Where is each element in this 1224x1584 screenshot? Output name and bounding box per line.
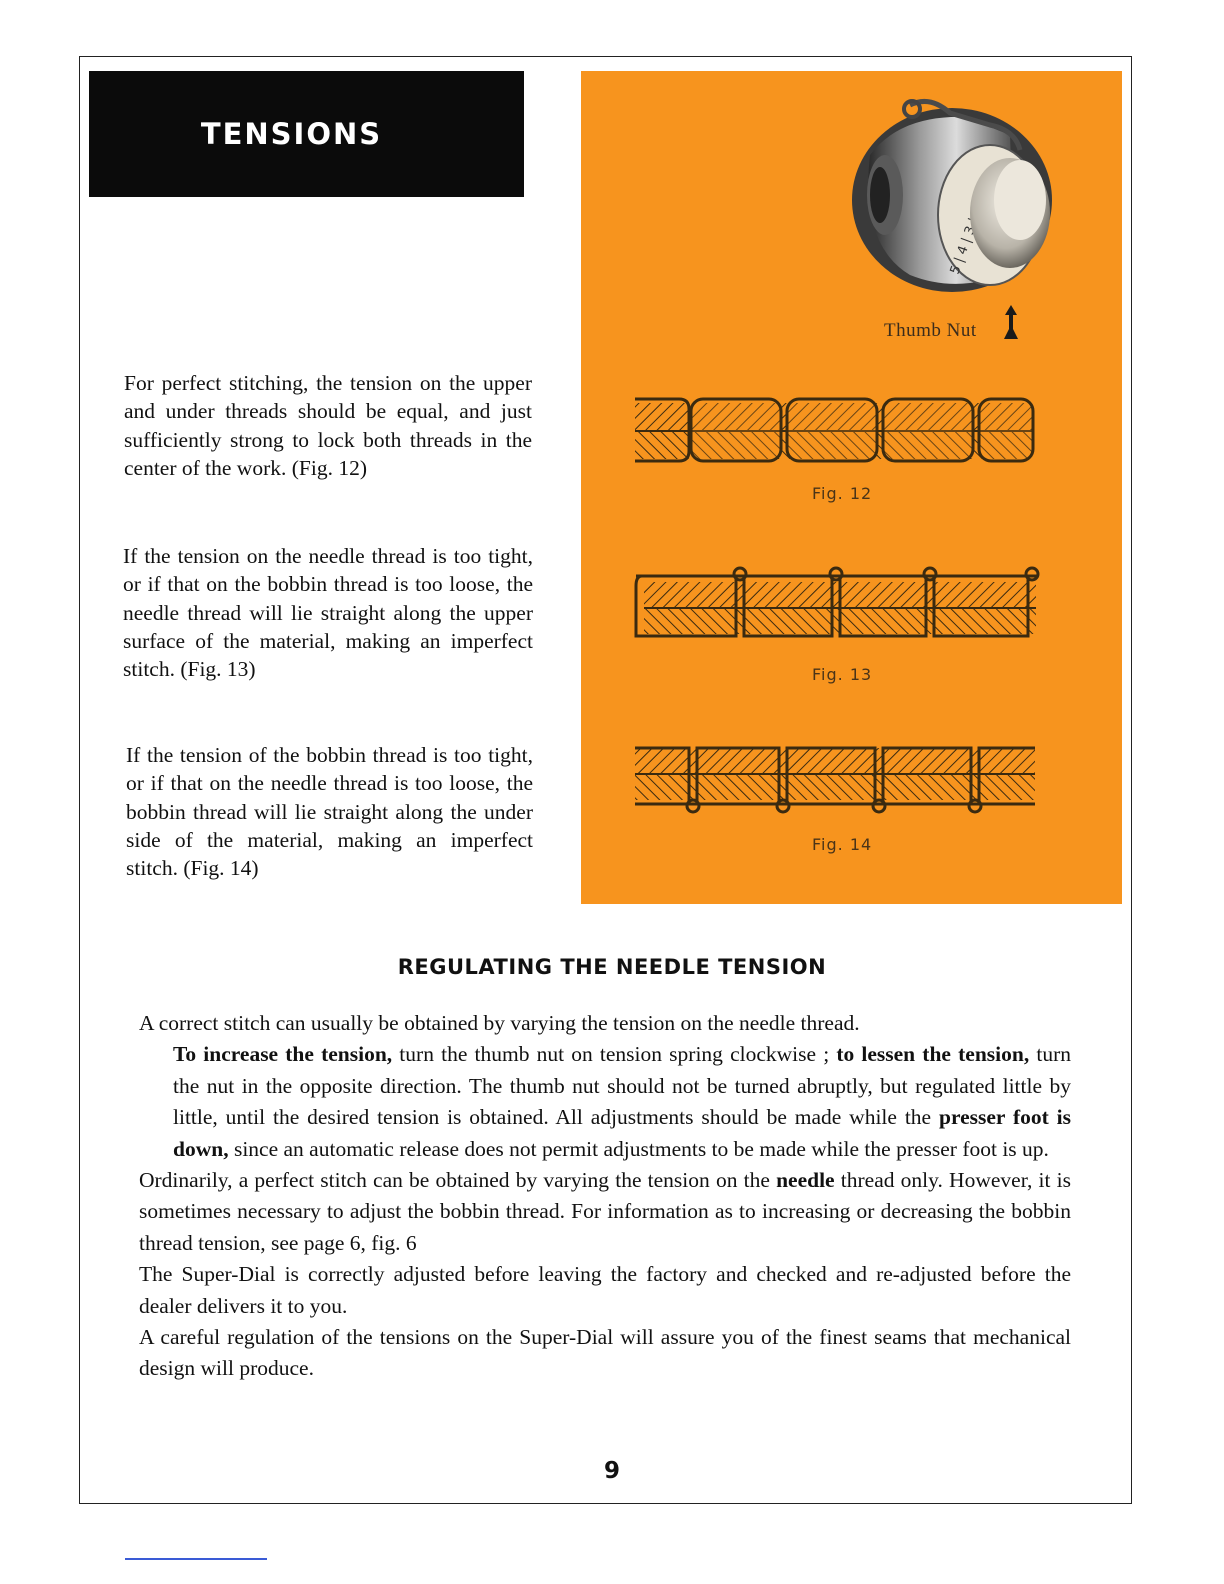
text-run: turn the nut in the opposite direction. The thumb nut should not be turned abruptly, but regulated little by little, until the desired tension is obtained. All adjustments should be made while the [173,1042,1071,1130]
text-run: turn the thumb nut on tension spring clockwise ; [392,1042,837,1067]
body-paragraph-4: The Super-Dial is correctly adjusted before leaving the factory and checked and re-adjusted before the dealer delivers it to you. [139,1262,1071,1318]
intro-paragraph-2: If the tension on the needle thread is too tight, or if that on the bobbin thread is too loose, the needle thread will lie straight along the upper surface of the material, making an imperfect stitch. (Fig. 13) [123,544,533,682]
fig-12-stitch-diagram [635,395,1033,467]
bold-increase-tension: To increase the tension, [173,1042,393,1067]
intro-paragraph-1: For perfect stitching, the tension on the upper and under threads should be equal, and just sufficiently strong to lock both threads in the center of the work. (Fig. 12) [124,371,532,480]
section-heading: REGULATING THE NEEDLE TENSION [397,955,827,979]
text-run: Ordinarily, a perfect stitch can be obtained by varying the tension on the [139,1168,777,1193]
bold-needle: needle [776,1168,835,1193]
fig-12-label: Fig. 12 [812,484,873,503]
thumb-nut-label: Thumb Nut [884,320,977,341]
page-number: 9 [603,1458,620,1484]
body-paragraph-2 [139,1039,1071,1165]
fig-13-stitch-diagram [636,566,1038,642]
fig-14-stitch-diagram [635,742,1035,814]
bold-presser-foot: presser foot is down, [173,1105,1071,1161]
section-body [139,1008,1071,1385]
text-run: thread only. However, it is sometimes necessary to adjust the bobbin thread. For information as to increasing or decreasing the bobbin thread tension, see page 6, fig. 6 [139,1168,1071,1255]
svg-text:5 | 4 | 3 | 2 | 1 | 0: 5 | 4 | 3 [947,224,979,277]
bold-lessen-tension: to lessen the tension, [836,1042,1030,1067]
text-run: since an automatic release does not permit adjustments to be made while the presser foot is up. [228,1136,1049,1161]
body-paragraph-3 [139,1165,1071,1259]
body-sentence-1: A correct stitch can usually be obtained by varying the tension on the needle thread. [139,1011,860,1035]
up-arrow-icon [1002,305,1020,341]
page-title: TENSIONS [200,117,383,151]
fig-13-label: Fig. 13 [812,665,873,684]
body-paragraph-5: A careful regulation of the tensions on the Super-Dial will assure you of the finest seams that mechanical design will produce. [139,1325,1071,1381]
tension-dial-icon [840,95,1070,300]
intro-paragraph-3: If the tension of the bobbin thread is too tight, or if that on the needle thread is too loose, the bobbin thread will lie straight along the under side of the material, making an imperfect stitch. (Fig. 14) [126,743,533,881]
title-block [89,71,524,197]
footer-rule [125,1558,267,1560]
fig-14-label: Fig. 14 [812,835,873,854]
